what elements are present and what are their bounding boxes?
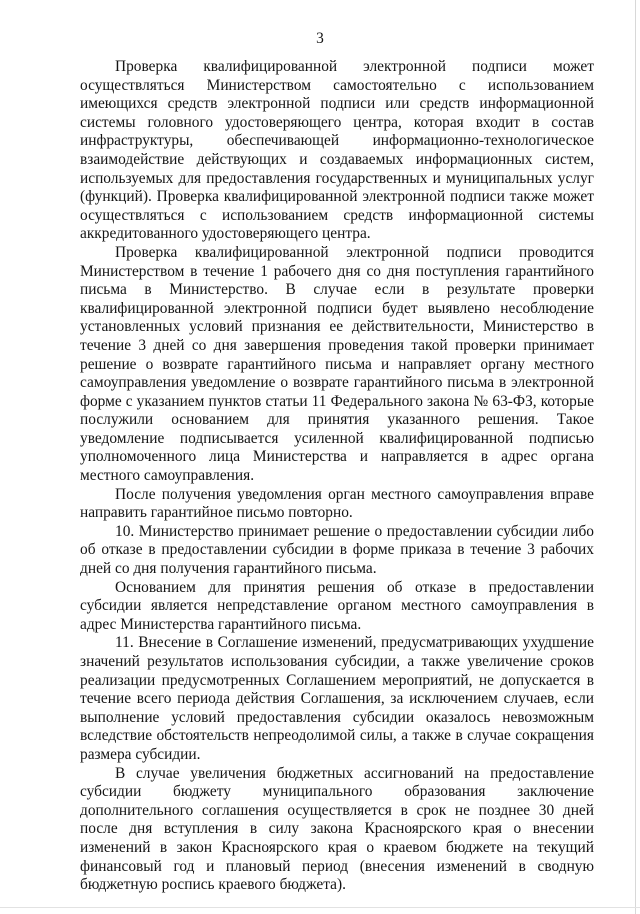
document-body <box>80 58 594 895</box>
paragraph-item-11-amendments: 11. Внесение в Соглашение изменений, предусматривающих ухудшение значений результатов использования субсидии, а также увеличение сроков реализации предусмотренных Соглашением мероприятий, не допускается в течение всего периода действия Соглашения, за исключением случаев, если выполнение условий предоставления субсидии оказалось невозможным вследствие обстоятельств непреодолимой силы, а также в случае сокращения размера субсидии. <box>80 634 594 763</box>
paragraph-signature-check-methods: Проверка квалифицированной электронной подписи может осуществляться Министерством самостоятельно с использованием имеющихся средств электронной подписи или средств информационной системы головного удостоверяющего центра, которая входит в состав инфраструктуры, обеспечивающей информационно-технологическое взаимодействие действующих и создаваемых информационных систем, используемых для предоставления государственных и муниципальных услуг (функций). Проверка квалифицированной электронной подписи также может осуществляться с использованием средств информационной системы аккредитованного удостоверяющего центра. <box>80 58 594 243</box>
scan-edge-right <box>635 0 636 914</box>
paragraph-item-10-decision: 10. Министерство принимает решение о предоставлении субсидии либо об отказе в предоставлении субсидии в форме приказа в течение 3 рабочих дней со дня получения гарантийного письма. <box>80 522 594 578</box>
paragraph-refusal-grounds: Основанием для принятия решения об отказе в предоставлении субсидии является непредставление органом местного самоуправления в адрес Министерства гарантийного письма. <box>80 578 594 633</box>
scan-edge-bottom <box>0 907 640 908</box>
paragraph-signature-check-timing: Проверка квалифицированной электронной подписи проводится Министерством в течение 1 рабочего дня со дня поступления гарантийного письма в Министерство. В случае если в результате проверки квалифицированной электронной подписи будет выявлено несоблюдение установленных условий признания ее действительности, Министерство в течение 3 дней со дня завершения проведения такой проверки принимает решение о возврате гарантийного письма и направляет органу местного самоуправления уведомление о возврате гарантийного письма в электронной форме с указанием пунктов статьи 11 Федерального закона № 63-ФЗ, которые послужили основанием для принятия указанного решения. Такое уведомление подписывается усиленной квалифицированной подписью уполномоченного лица Министерства и направляется в адрес органа местного самоуправления. <box>80 243 594 485</box>
page-number: 3 <box>316 30 324 47</box>
paragraph-resubmission: После получения уведомления орган местного самоуправления вправе направить гарантийное письмо повторно. <box>80 485 594 522</box>
paragraph-budget-increase: В случае увеличения бюджетных ассигнований на предоставление субсидии бюджету муниципального образования заключение дополнительного соглашения осуществляется в срок не позднее 30 дней после дня вступления в силу закона Красноярского края о внесении изменений в закон Красноярского края о краевом бюджете на текущий финансовый год и плановый период (внесения изменений в сводную бюджетную роспись краевого бюджета). <box>80 764 594 894</box>
